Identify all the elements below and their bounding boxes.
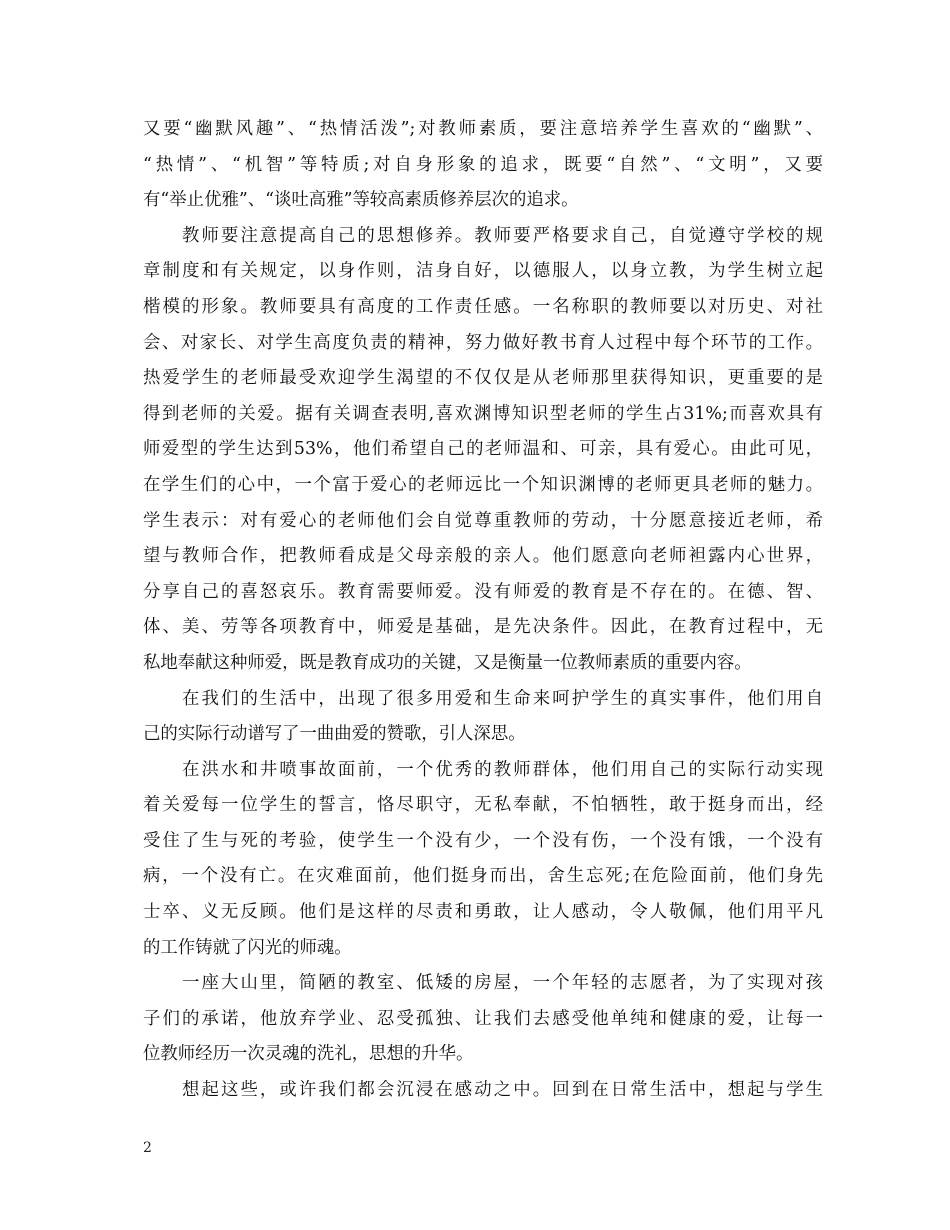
text-line: 又要“幽默风趣”、“热情活泼”;对教师素质，要注意培养学生喜欢的“幽默”、 bbox=[143, 119, 823, 139]
text-line: 想起这些，或许我们都会沉浸在感动之中。回到在日常生活中，想起与学生 bbox=[143, 1080, 823, 1101]
document-body bbox=[143, 112, 823, 1109]
text-line: 私地奉献这种师爱，既是教育成功的关键，又是衡量一位教师素质的重要内容。 bbox=[143, 652, 752, 673]
text-line: 子们的承诺，他放弃学业、忍受孤独、让我们去感受他单纯和健康的爱，让每一 bbox=[143, 1008, 823, 1029]
text-line: 得到老师的关爱。据有关调查表明,喜欢渊博知识型老师的学生占31%;而喜欢具有 bbox=[143, 403, 823, 424]
text-line: 在洪水和井喷事故面前，一个优秀的教师群体，他们用自己的实际行动实现 bbox=[143, 759, 823, 780]
text-line: 教师要注意提高自己的思想修养。教师要严格要求自己，自觉遵守学校的规 bbox=[143, 225, 823, 246]
text-line: 师爱型的学生达到53%，他们希望自己的老师温和、可亲，具有爱心。由此可见， bbox=[143, 439, 823, 460]
text-line: 在我们的生活中，出现了很多用爱和生命来呵护学生的真实事件，他们用自 bbox=[143, 688, 823, 709]
text-line: 望与教师合作，把教师看成是父母亲般的亲人。他们愿意向老师袒露内心世界， bbox=[143, 546, 823, 567]
text-line: 学生表示：对有爱心的老师他们会自觉尊重教师的劳动，十分愿意接近老师，希 bbox=[143, 510, 823, 531]
text-line: 士卒、义无反顾。他们是这样的尽责和勇敢，让人感动，令人敬佩，他们用平凡 bbox=[143, 902, 823, 923]
text-line: 己的实际行动谱写了一曲曲爱的赞歌，引人深思。 bbox=[143, 724, 526, 745]
text-line: “热情”、“机智”等特质;对自身形象的追求，既要“自然”、“文明”，又要 bbox=[143, 154, 823, 175]
text-line: 分享自己的喜怒哀乐。教育需要师爱。没有师爱的教育是不存在的。在德、智、 bbox=[143, 581, 823, 602]
text-line: 会、对家长、对学生高度负责的精神，努力做好教书育人过程中每个环节的工作。 bbox=[143, 332, 823, 353]
text-line: 一座大山里，简陋的教室、低矮的房屋，一个年轻的志愿者，为了实现对孩 bbox=[143, 973, 823, 994]
page-number: 2 bbox=[143, 1140, 152, 1156]
text-line: 有“举止优雅”、“谈吐高雅”等较高素质修养层次的追求。 bbox=[143, 190, 579, 211]
text-line: 的工作铸就了闪光的师魂。 bbox=[143, 937, 352, 958]
text-line: 着关爱每一位学生的誓言，恪尽职守，无私奉献，不怕牺牲，敢于挺身而出，经 bbox=[143, 795, 823, 816]
text-line: 病，一个没有亡。在灾难面前，他们挺身而出，舍生忘死;在危险面前，他们身先 bbox=[143, 866, 823, 887]
text-line: 在学生们的心中，一个富于爱心的老师远比一个知识渊博的老师更具老师的魅力。 bbox=[143, 474, 823, 495]
text-line: 受住了生与死的考验，使学生一个没有少，一个没有伤，一个没有饿，一个没有 bbox=[143, 830, 823, 851]
text-line: 热爱学生的老师最受欢迎学生渴望的不仅仅是从老师那里获得知识，更重要的是 bbox=[143, 368, 823, 389]
text-line: 楷模的形象。教师要具有高度的工作责任感。一名称职的教师要以对历史、对社 bbox=[143, 296, 823, 317]
text-line: 章制度和有关规定，以身作则，洁身自好，以德服人，以身立教，为学生树立起 bbox=[143, 261, 823, 282]
text-line: 体、美、劳等各项教育中，师爱是基础，是先决条件。因此，在教育过程中，无 bbox=[143, 617, 823, 638]
text-line: 位教师经历一次灵魂的洗礼，思想的升华。 bbox=[143, 1044, 474, 1065]
